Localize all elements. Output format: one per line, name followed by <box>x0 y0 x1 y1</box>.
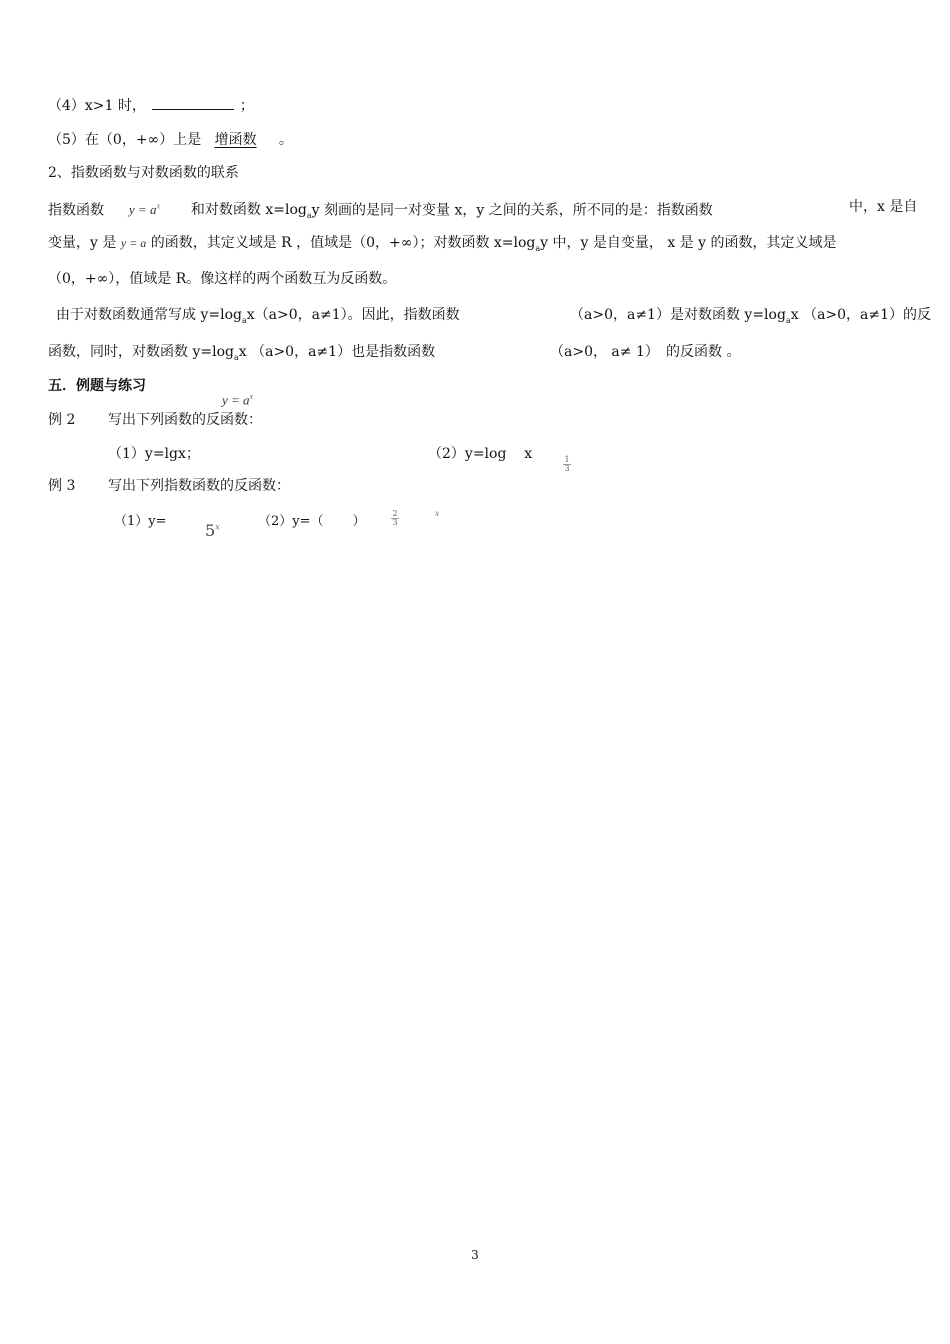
para2-l1-c-wrap: （a>0，a≠1）是对数函数 $y=\log_ax$ （a>0，a≠1）的反 <box>570 307 932 325</box>
para2-l1-a: 由于对数函数通常写成 $y=\log_a$ <box>56 307 247 325</box>
para2-l2-c: （a>0， a≠ 1） <box>550 344 659 360</box>
para1-l1-d: 中，x 是自 <box>849 199 918 215</box>
item-5-answer: 增函数 <box>214 132 257 148</box>
item-4-prefix: （4）x>1 时， <box>48 98 146 114</box>
para1-l2-a: 变量，y 是 <box>48 235 117 251</box>
item-4-line <box>48 96 924 116</box>
para2-line2 <box>48 342 924 368</box>
para2-l2-b: x （a>0，a≠1）也是指数函数 <box>238 344 436 360</box>
para2-l1-d: x （a>0，a≠1）的反 <box>790 307 932 323</box>
example-2-item-1: （1）y=lgx； <box>108 446 200 462</box>
para1-line3: （0，+∞），值域是 R。像这样的两个函数互为反函数。 <box>48 271 397 287</box>
exp-function-formula-inline: y = a <box>120 236 147 250</box>
para2-l2-a: 函数，同时，对数函数 $y=\log_a$ <box>48 344 239 362</box>
para2-l1-b: x（a>0，a≠1）。因此，指数函数 <box>246 307 460 323</box>
para1-l1-c: y 刻画的是同一对变量 x，y 之间的关系，所不同的是：指数函数 <box>311 202 713 219</box>
example-3-item-1: （1）y= <box>114 514 167 529</box>
item-4-suffix: ； <box>239 98 254 114</box>
example-3-item-1-formula: 5$^x$ <box>205 521 220 540</box>
example-2-text: 写出下列函数的反函数： <box>108 412 262 428</box>
para1-line2 <box>48 233 924 259</box>
para1-line1 <box>48 197 924 226</box>
example-2-line <box>48 410 924 430</box>
item-5-line <box>48 130 924 150</box>
item-5-suffix: 。 <box>278 132 293 148</box>
para2-l1-c: （a>0，a≠1）是对数函数 y=log <box>570 307 786 323</box>
item-4-blank <box>152 96 234 110</box>
para2-line1 <box>56 305 932 331</box>
example-3-exponent: x <box>435 509 440 518</box>
example-3-line <box>48 476 924 496</box>
example-3-label: 例 3 <box>48 478 76 494</box>
section-5-heading: 五．例题与练习 <box>48 378 146 394</box>
section-2-heading: 2、指数函数与对数函数的联系 <box>48 165 239 181</box>
example-3-fraction: 2 3 <box>392 509 398 527</box>
example-3-item-2: （2）y=（ ） <box>258 514 366 529</box>
para1-l2-b: 的函数，其定义域是 R ，值域是（0，+∞）；对数函数 $x=\log_a$ <box>150 235 541 253</box>
exp-function-formula: $y = a^x$ <box>128 202 161 218</box>
item-5-prefix: （5）在（0，+∞）上是 <box>48 132 202 148</box>
para1-l2-c: y 中，y 是自变量， x 是 y 的函数，其定义域是 <box>540 235 837 251</box>
para1-l1-b: 和对数函数 $x=\log_a$ <box>190 202 312 221</box>
page-number: 3 <box>471 1248 479 1262</box>
example-3-text: 写出下列指数函数的反函数： <box>108 478 290 494</box>
para2-l2-d: 的反函数 。 <box>666 344 741 360</box>
example-2-item-2: （2）y=log x <box>428 446 533 462</box>
section-5-formula: $y = a^x$ <box>222 392 254 408</box>
para1-l1-a: 指数函数 <box>48 202 104 219</box>
log-base-fraction: 1 3 <box>564 455 570 473</box>
example-2-label: 例 2 <box>48 412 76 428</box>
